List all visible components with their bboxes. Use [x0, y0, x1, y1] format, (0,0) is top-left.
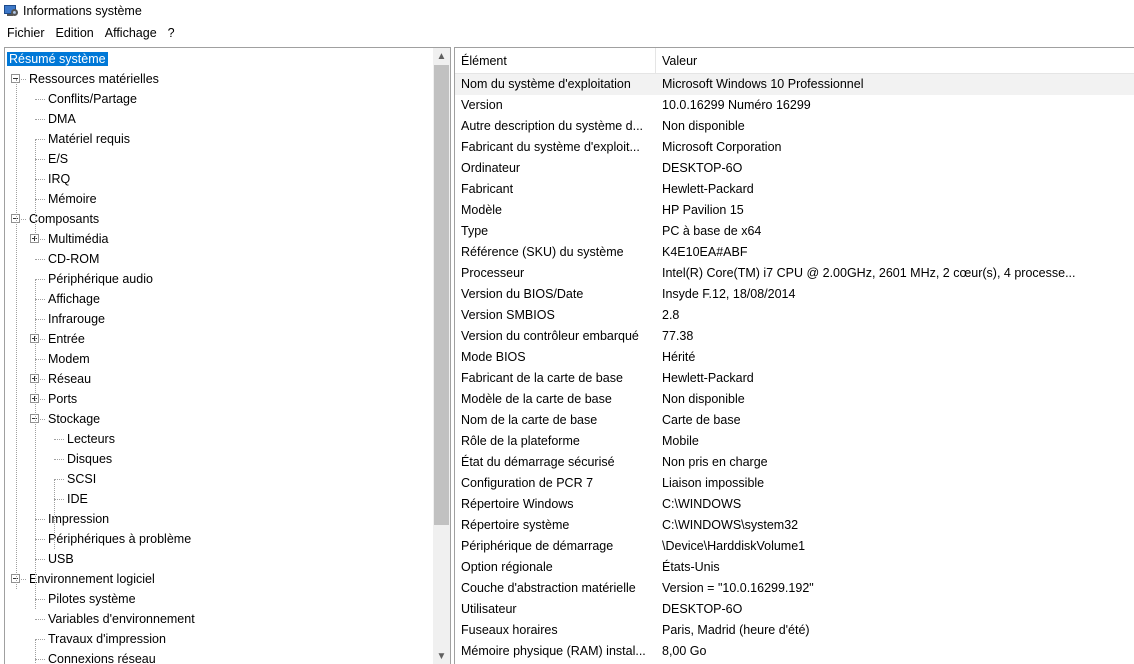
cell-element: Référence (SKU) du système: [461, 245, 624, 259]
tree-connector: [35, 559, 45, 560]
tree-connector: [54, 459, 64, 460]
tree-item[interactable]: [27, 569, 157, 589]
cell-value: Paris, Madrid (heure d'été): [662, 623, 810, 637]
tree-item-label: Pilotes système: [48, 592, 136, 606]
tree-connector: [35, 539, 45, 540]
tree-connector: [54, 499, 64, 500]
scroll-down-icon[interactable]: ▼: [436, 651, 447, 662]
tree-connector: [54, 479, 55, 549]
tree-connector: [35, 299, 45, 300]
cell-element: Modèle de la carte de base: [461, 392, 612, 406]
tree-item-label: Mémoire: [48, 192, 97, 206]
cell-element: Type: [461, 224, 489, 238]
tree-item[interactable]: [46, 349, 92, 369]
tree-connector: [35, 639, 36, 664]
tree-item[interactable]: [46, 629, 168, 649]
cell-value: K4E10EA#ABF: [662, 245, 748, 259]
cell-element: Couche d'abstraction matérielle: [461, 581, 636, 595]
tree-item[interactable]: [46, 409, 102, 429]
list-row[interactable]: [455, 536, 1134, 557]
cell-element: Périphérique de démarrage: [461, 539, 614, 553]
tree-item[interactable]: [46, 269, 155, 289]
cell-value: Non disponible: [662, 392, 745, 406]
tree-item-label: E/S: [48, 152, 69, 166]
tree-connector: [35, 279, 36, 609]
list-row[interactable]: [455, 116, 1134, 137]
cell-value: 77.38: [662, 329, 694, 343]
tree-item-label: Ports: [48, 392, 78, 406]
cell-element: Option régionale: [461, 560, 553, 574]
list-row[interactable]: [455, 410, 1134, 431]
tree-item-label: Variables d'environnement: [48, 612, 195, 626]
cell-element: Fabricant de la carte de base: [461, 371, 623, 385]
tree-item[interactable]: [46, 609, 197, 629]
tree-connector: [35, 159, 45, 160]
cell-value: Non disponible: [662, 119, 745, 133]
cell-element: Configuration de PCR 7: [461, 476, 594, 490]
cell-element: Version du BIOS/Date: [461, 287, 584, 301]
column-header-value[interactable]: Valeur: [662, 54, 698, 68]
list-row[interactable]: [455, 599, 1134, 620]
tree-connector: [35, 139, 45, 140]
cell-value: Hérité: [662, 350, 696, 364]
tree-item[interactable]: [65, 429, 117, 449]
tree-connector: [16, 79, 17, 589]
tree-item[interactable]: [46, 309, 107, 329]
tree-item[interactable]: [7, 49, 108, 69]
cell-element: Nom de la carte de base: [461, 413, 598, 427]
list-row[interactable]: [455, 515, 1134, 536]
tree-connector: [54, 479, 64, 480]
tree-item[interactable]: [46, 649, 158, 664]
list-row[interactable]: [455, 242, 1134, 263]
tree-connector: [35, 519, 45, 520]
tree-item[interactable]: [46, 529, 193, 549]
system-info-icon: [4, 4, 19, 18]
tree-item-label: Composants: [29, 212, 100, 226]
tree-item[interactable]: [46, 229, 110, 249]
cell-element: Version du contrôleur embarqué: [461, 329, 639, 343]
tree-item[interactable]: [46, 589, 138, 609]
tree-scrollbar[interactable]: [433, 48, 450, 664]
category-tree[interactable]: [4, 47, 451, 664]
cell-element: Fabricant du système d'exploit...: [461, 140, 640, 154]
tree-item[interactable]: [46, 549, 76, 569]
tree-item[interactable]: [46, 289, 102, 309]
tree-item[interactable]: [46, 189, 99, 209]
cell-value: Non pris en charge: [662, 455, 768, 469]
cell-element: Répertoire système: [461, 518, 570, 532]
cell-element: Version SMBIOS: [461, 308, 555, 322]
cell-value: Hewlett-Packard: [662, 182, 754, 196]
cell-element: Répertoire Windows: [461, 497, 574, 511]
details-list: [454, 47, 1134, 664]
tree-item[interactable]: [46, 169, 72, 189]
tree-item-label: Matériel requis: [48, 132, 130, 146]
list-row[interactable]: [455, 305, 1134, 326]
tree-item-label: Environnement logiciel: [29, 572, 155, 586]
cell-element: Utilisateur: [461, 602, 517, 616]
menu-bar: [0, 22, 1134, 44]
list-row[interactable]: [455, 221, 1134, 242]
tree-connector: [54, 439, 64, 440]
tree-item-label: Périphériques à problème: [48, 532, 192, 546]
cell-element: Modèle: [461, 203, 502, 217]
cell-element: Fabricant: [461, 182, 514, 196]
cell-value: Liaison impossible: [662, 476, 765, 490]
list-row[interactable]: [455, 95, 1134, 116]
tree-item-label: Entrée: [48, 332, 85, 346]
tree-item-label: Multimédia: [48, 232, 109, 246]
list-row[interactable]: [455, 200, 1134, 221]
tree-item-label: Connexions réseau: [48, 652, 156, 664]
tree-connector: [35, 139, 36, 239]
tree-item-label: Conflits/Partage: [48, 92, 137, 106]
list-row[interactable]: [455, 368, 1134, 389]
tree-connector: [35, 599, 45, 600]
cell-value: Version = "10.0.16299.192": [662, 581, 814, 595]
cell-value: HP Pavilion 15: [662, 203, 744, 217]
cell-value: \Device\HarddiskVolume1: [662, 539, 806, 553]
tree-item[interactable]: [46, 109, 78, 129]
list-row[interactable]: [455, 326, 1134, 347]
tree-item-label: Ressources matérielles: [29, 72, 159, 86]
cell-element: Version: [461, 98, 503, 112]
list-row[interactable]: [455, 179, 1134, 200]
list-row[interactable]: [455, 74, 1134, 95]
cell-element: Processeur: [461, 266, 525, 280]
menu-help[interactable]: ?: [167, 26, 175, 40]
tree-item-label: DMA: [48, 112, 76, 126]
tree-connector: [35, 99, 45, 100]
cell-value: Insyde F.12, 18/08/2014: [662, 287, 796, 301]
tree-item[interactable]: [65, 449, 114, 469]
list-row[interactable]: [455, 494, 1134, 515]
scroll-up-icon[interactable]: ▲: [436, 51, 447, 62]
tree-item-label: Stockage: [48, 412, 101, 426]
tree-item[interactable]: [65, 469, 98, 489]
list-row[interactable]: [455, 347, 1134, 368]
list-row[interactable]: [455, 389, 1134, 410]
cell-value: 8,00 Go: [662, 644, 707, 658]
tree-connector: [35, 119, 45, 120]
tree-connector: [35, 619, 45, 620]
list-row[interactable]: [455, 620, 1134, 641]
list-header: [455, 48, 1134, 74]
tree-item-label: Affichage: [48, 292, 100, 306]
tree-item-label: Périphérique audio: [48, 272, 153, 286]
tree-connector: [35, 179, 45, 180]
tree-item-label: Infrarouge: [48, 312, 105, 326]
cell-value: Microsoft Windows 10 Professionnel: [662, 77, 864, 91]
list-row[interactable]: [455, 284, 1134, 305]
tree-item[interactable]: [46, 249, 101, 269]
tree-item[interactable]: [46, 389, 79, 409]
tree-item-label: Lecteurs: [67, 432, 115, 446]
cell-value: États-Unis: [662, 560, 720, 574]
list-row[interactable]: [455, 452, 1134, 473]
tree-connector: [35, 639, 45, 640]
cell-element: État du démarrage sécurisé: [461, 455, 615, 469]
tree-item-label: Réseau: [48, 372, 92, 386]
tree-item[interactable]: [65, 489, 90, 509]
cell-element: Mémoire physique (RAM) instal...: [461, 644, 646, 658]
cell-element: Fuseaux horaires: [461, 623, 558, 637]
tree-item[interactable]: [27, 209, 101, 229]
menu-fichier[interactable]: Fichier: [7, 26, 45, 40]
tree-connector: [35, 319, 45, 320]
cell-value: Carte de base: [662, 413, 741, 427]
tree-item-label: IRQ: [48, 172, 71, 186]
scroll-thumb[interactable]: [434, 65, 449, 525]
window-title: Informations système: [23, 4, 142, 18]
cell-value: DESKTOP-6O: [662, 602, 743, 616]
tree-item[interactable]: [46, 149, 70, 169]
cell-element: Ordinateur: [461, 161, 521, 175]
cell-value: 2.8: [662, 308, 680, 322]
cell-value: 10.0.16299 Numéro 16299: [662, 98, 811, 112]
cell-value: DESKTOP-6O: [662, 161, 743, 175]
list-row[interactable]: [455, 473, 1134, 494]
cell-element: Nom du système d'exploitation: [461, 77, 631, 91]
cell-element: Rôle de la plateforme: [461, 434, 580, 448]
list-row[interactable]: [455, 557, 1134, 578]
tree-item[interactable]: [46, 509, 111, 529]
tree-item[interactable]: [46, 369, 93, 389]
tree-item-label: IDE: [67, 492, 88, 506]
tree-item-label: Disques: [67, 452, 113, 466]
tree-item-label: Modem: [48, 352, 90, 366]
list-row[interactable]: [455, 137, 1134, 158]
tree-item[interactable]: [27, 69, 161, 89]
list-row[interactable]: [455, 578, 1134, 599]
cell-value: Intel(R) Core(TM) i7 CPU @ 2.00GHz, 2601 MHz, 2 cœur(s), 4 processe...: [662, 266, 1076, 280]
cell-element: Mode BIOS: [461, 350, 526, 364]
tree-item-label: Impression: [48, 512, 110, 526]
cell-value: Hewlett-Packard: [662, 371, 754, 385]
tree-connector: [35, 659, 45, 660]
tree-item-label: Travaux d'impression: [48, 632, 166, 646]
list-row[interactable]: [455, 641, 1134, 662]
cell-value: C:\WINDOWS\system32: [662, 518, 799, 532]
list-row[interactable]: [455, 263, 1134, 284]
column-header-element[interactable]: Élément: [455, 48, 656, 74]
tree-item[interactable]: [46, 129, 132, 149]
cell-value: C:\WINDOWS: [662, 497, 742, 511]
tree-item-label: USB: [48, 552, 74, 566]
tree-item-label: Résumé système: [9, 52, 106, 66]
tree-connector: [35, 199, 45, 200]
tree-connector: [35, 279, 45, 280]
list-row[interactable]: [455, 158, 1134, 179]
menu-edition[interactable]: Edition: [55, 26, 94, 40]
cell-value: Microsoft Corporation: [662, 140, 782, 154]
tree-item-label: SCSI: [67, 472, 97, 486]
title-bar: [0, 0, 1134, 22]
menu-affichage[interactable]: Affichage: [104, 26, 157, 40]
cell-element: Autre description du système d...: [461, 119, 644, 133]
cell-value: PC à base de x64: [662, 224, 762, 238]
tree-connector: [35, 359, 45, 360]
tree-item-label: CD-ROM: [48, 252, 100, 266]
tree-connector: [35, 259, 45, 260]
list-row[interactable]: [455, 431, 1134, 452]
tree-item[interactable]: [46, 89, 139, 109]
tree-item[interactable]: [46, 329, 87, 349]
cell-value: Mobile: [662, 434, 699, 448]
